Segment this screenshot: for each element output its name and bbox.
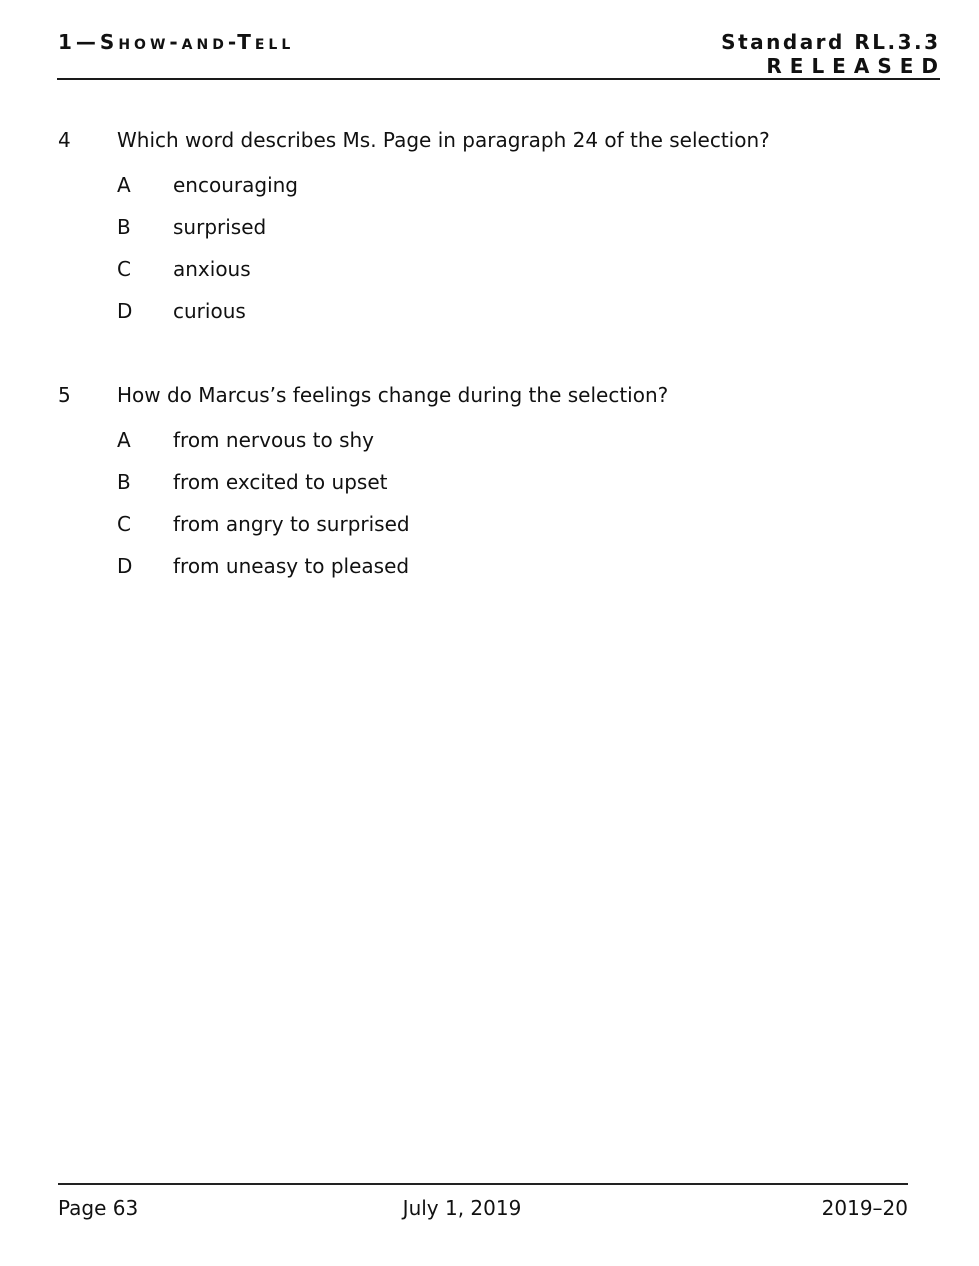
option-row	[117, 217, 939, 237]
question-5-options	[117, 430, 939, 576]
option-letter: D	[117, 299, 133, 323]
question-number: 4	[58, 128, 71, 152]
footer-rule	[58, 1183, 908, 1185]
option-text: curious	[173, 299, 246, 323]
standard-label: Standard RL.3.3	[721, 30, 941, 54]
option-letter: A	[117, 173, 131, 197]
question-text: Which word describes Ms. Page in paragraph 24 of the selection?	[117, 128, 770, 152]
question-5-stem	[58, 385, 939, 405]
option-row	[117, 301, 939, 321]
option-text: encouraging	[173, 173, 298, 197]
option-row	[117, 556, 939, 576]
option-row	[117, 175, 939, 195]
option-row	[117, 259, 939, 279]
option-text: from angry to surprised	[173, 512, 410, 536]
question-number: 5	[58, 383, 71, 407]
header-standard-block	[721, 30, 946, 78]
header-rule	[57, 78, 940, 80]
footer-page-number: Page 63	[58, 1196, 139, 1220]
option-text: surprised	[173, 215, 267, 239]
option-text: from uneasy to pleased	[173, 554, 410, 578]
question-4-options	[117, 175, 939, 321]
option-row	[117, 472, 939, 492]
option-letter: A	[117, 428, 131, 452]
option-letter: C	[117, 257, 131, 281]
section-title: 1—Show-and-Tell	[58, 30, 295, 54]
footer-date: July 1, 2019	[402, 1196, 522, 1220]
option-row	[117, 514, 939, 534]
question-4	[58, 130, 939, 321]
option-letter: D	[117, 554, 133, 578]
option-letter: C	[117, 512, 131, 536]
option-text: from excited to upset	[173, 470, 388, 494]
option-row	[117, 430, 939, 450]
question-5	[58, 385, 939, 576]
option-text: from nervous to shy	[173, 428, 374, 452]
option-letter: B	[117, 215, 131, 239]
question-4-stem	[58, 130, 939, 150]
option-text: anxious	[173, 257, 251, 281]
footer-year-range: 2019–20	[821, 1196, 908, 1220]
released-label: RELEASED	[766, 54, 946, 78]
question-text: How do Marcus’s feelings change during the selection?	[117, 383, 669, 407]
option-letter: B	[117, 470, 131, 494]
